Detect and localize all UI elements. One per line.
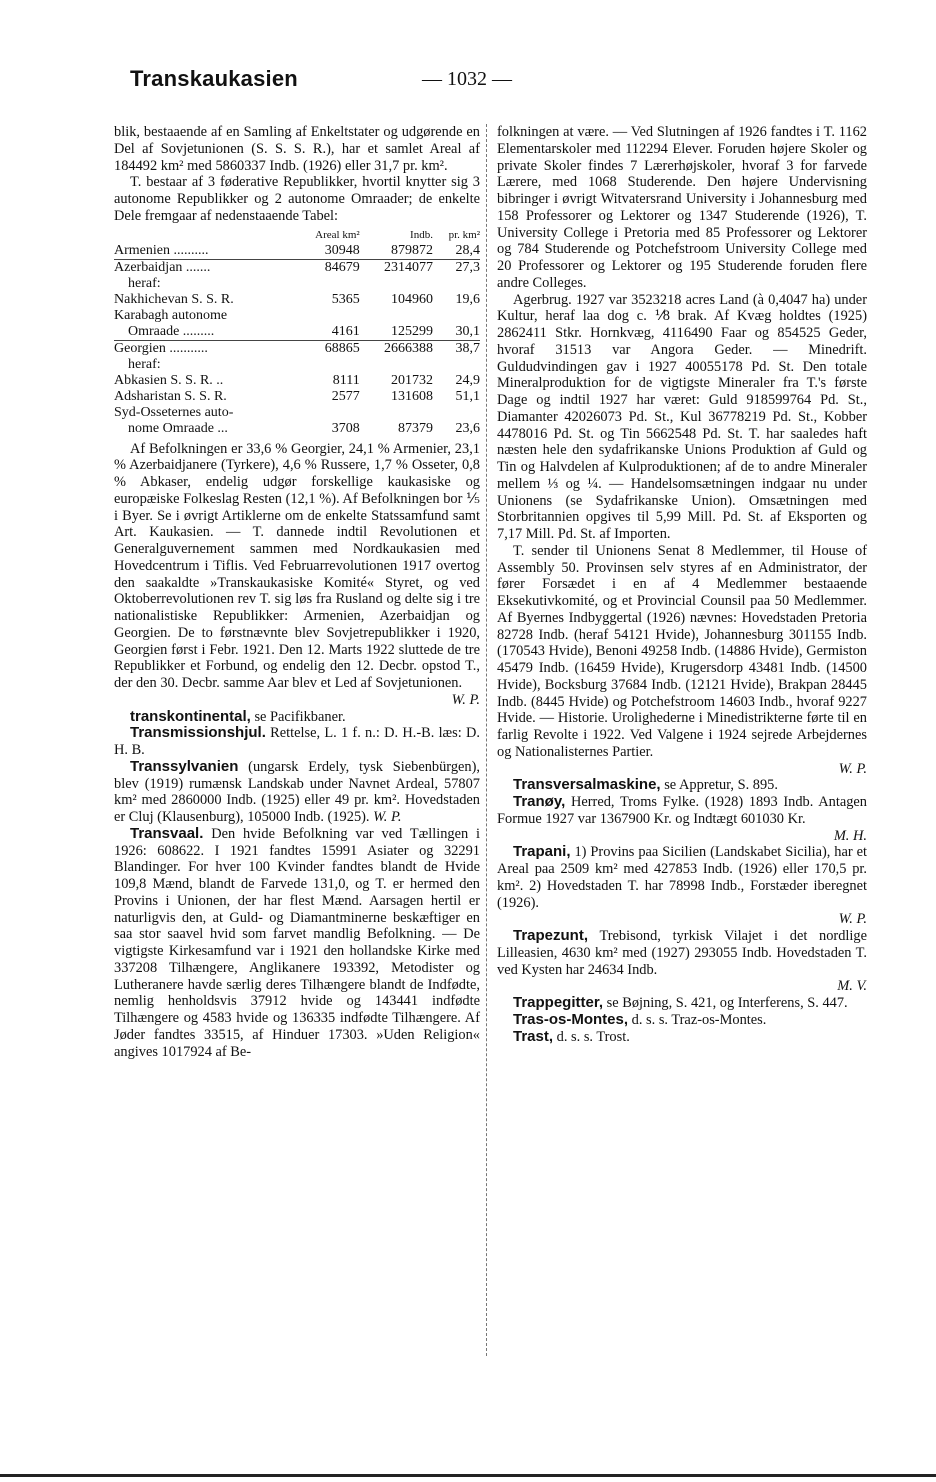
table-row bbox=[114, 308, 480, 324]
paragraph: Agerbrug. 1927 var 3523218 acres Land (à 0,4047 ha) under Kultur, heraf laa dog c. ⅟8 brak. Af Kvæg holdtes (1925) 2862411 Stkr. Hornkvæg, 4116490 Faar og 854525 Geder, hvoraf 31513 var Angora Geder. — Minedrift. Guldudvindingen gav i 1927 40055178 Pd. St. Den totale Mineralproduktion for de vigtigste Mineraler fra T.'s første Dage og indtil 1927 har været: Guld 918599764 Pd. St., Diamanter 42026073 Pd. St., Kul 36778219 Pd. St., Kobber 4478016 Pd. St. og Tin 5662548 Pd. St. T. har saaledes haft næsten hele den sydafrikanske Unions Produktion af Guld og Tin og Halvdelen af Kulproduktionen; af de to andre Mineraler mellem ⅓ og ¼. — Handelsomsætningen indgaar nu under Unionens (se Sydafrikanske Union). Omsætningen med Storbritannien opgives til 5,99 Mill. Pd. St. af Eksporten og 7,17 Mill. Pd. St. af Importen. bbox=[497, 291, 867, 542]
population-cell: 131608 bbox=[390, 388, 433, 404]
area-cell: 30948 bbox=[324, 242, 360, 258]
entry-text: se Appretur, S. 895. bbox=[660, 777, 778, 794]
table-body bbox=[114, 243, 480, 437]
table-header: pr. km² bbox=[448, 228, 480, 241]
table-header-row bbox=[114, 227, 480, 243]
row-name-cell: Azerbaidjan ....... bbox=[114, 259, 293, 276]
entry bbox=[497, 928, 867, 978]
density-cell bbox=[433, 405, 480, 421]
right-column bbox=[497, 124, 867, 1045]
entry-headword: Transvaal. bbox=[130, 824, 204, 842]
density-cell: 23,6 bbox=[455, 420, 480, 436]
population-cell: 2314077 bbox=[360, 259, 433, 276]
page-number: — 1032 — bbox=[422, 68, 512, 90]
table-row bbox=[114, 276, 480, 292]
entry-headword: Trappegitter, bbox=[513, 994, 604, 1011]
row-name-cell: Georgien ........... bbox=[114, 340, 293, 357]
entry bbox=[114, 759, 480, 826]
population-cell: 879872 bbox=[390, 242, 433, 258]
area-cell bbox=[293, 276, 360, 292]
table-row bbox=[114, 405, 480, 421]
left-column bbox=[114, 124, 480, 1060]
density-cell bbox=[433, 308, 480, 324]
area-cell bbox=[293, 308, 360, 324]
paragraph: T. sender til Unionens Senat 8 Medlemmer, til House of Assembly 50. Provinsen selv styres af en Administrator, der fører Forsædet i en af 4 Medlemmer bestaaende Eksekutivkomité, og et Provincial Counsil paa 50 Medlemmer. Af Byernes Indbyggertal (1926) nævnes: Hovedstaden Pretoria 82728 Indb. (heraf 54121 Hvide), Johannesburg 301155 Indb. (170543 Hvide), Benoni 49258 Indb. (14886 Hvide), Germiston 45479 Indb. (16459 Hvide), Krugersdorp 43481 Indb. (14500 Hvide), Bocksburg 37684 Indb. (12121 Hvide), Brakpan 28445 Indb. (8445 Hvide) og Potchefstroom 14603 Indb., hvoraf 9227 Hvide. — Historie. Urolighederne i Minedistrikterne førte til en farlig Revolte i 1922. Ved Valgene i 1924 sejrede Arbejdernes og Nationalisternes Partier. bbox=[497, 542, 867, 760]
entry bbox=[114, 709, 480, 726]
area-cell: 2577 bbox=[331, 388, 360, 404]
table-header: Areal km² bbox=[315, 228, 360, 241]
row-name-cell: Armenien .......... bbox=[114, 242, 209, 258]
density-cell: 51,1 bbox=[455, 388, 480, 404]
column-divider bbox=[486, 124, 487, 1356]
signature bbox=[114, 692, 480, 709]
density-cell: 27,3 bbox=[433, 259, 480, 276]
signature-text: M. V. bbox=[837, 978, 867, 995]
entry-headword: Trapani, bbox=[513, 843, 571, 861]
entry bbox=[497, 844, 867, 911]
area-cell: 8111 bbox=[332, 372, 360, 388]
density-cell: 28,4 bbox=[455, 242, 480, 258]
density-cell: 30,1 bbox=[455, 323, 480, 339]
entry-text: se Pacifikbaner. bbox=[250, 708, 346, 725]
row-name-cell: Syd-Osseternes auto- bbox=[114, 404, 234, 420]
row-name-cell: heraf: bbox=[128, 356, 161, 372]
table-row bbox=[114, 292, 480, 308]
entry-headword: Transsylvanien bbox=[130, 757, 239, 775]
entry bbox=[497, 794, 867, 828]
table-header: Indb. bbox=[410, 228, 433, 241]
signature-text: W. P. bbox=[838, 760, 867, 777]
bottom-edge-line bbox=[0, 1474, 936, 1477]
population-cell bbox=[360, 405, 433, 421]
row-name-cell: Nakhichevan S. S. R. bbox=[114, 291, 234, 307]
population-cell bbox=[360, 276, 433, 292]
row-name-cell: Karabagh autonome bbox=[114, 307, 228, 323]
signature-text: W. P. bbox=[838, 911, 867, 928]
area-cell: 3708 bbox=[331, 420, 360, 436]
population-cell: 87379 bbox=[397, 420, 433, 436]
table-row bbox=[114, 389, 480, 405]
entry-text: se Bøjning, S. 421, og Interferens, S. 447. bbox=[603, 995, 848, 1011]
entry bbox=[114, 826, 480, 1061]
entry-headword: Transmissionshjul. bbox=[130, 724, 266, 742]
population-cell bbox=[360, 357, 433, 373]
signature bbox=[497, 978, 867, 995]
paragraph: blik, bestaaende af en Samling af Enkeltstater og udgørende en Del af Sovjetunionen (S. S. S. R.), har et samlet Areal af 184492 km² med 5860337 Indb. (1926) eller 31,7 pr. km². bbox=[114, 124, 480, 174]
population-cell: 201732 bbox=[390, 372, 433, 388]
area-cell bbox=[293, 405, 360, 421]
row-name-cell: heraf: bbox=[128, 275, 161, 291]
entry-headword: Trapezunt, bbox=[513, 927, 589, 944]
population-cell: 104960 bbox=[390, 291, 433, 307]
signature-text: W. P. bbox=[451, 691, 480, 708]
entry-headword: Trast, bbox=[513, 1027, 554, 1045]
entry-headword: transkontinental, bbox=[130, 707, 251, 725]
table-row bbox=[114, 243, 480, 260]
row-name-cell: Omraade ......... bbox=[128, 323, 215, 339]
signature bbox=[497, 828, 867, 845]
table-header bbox=[114, 227, 293, 243]
entry-headword: Transversalmaskine, bbox=[513, 776, 661, 794]
table-row bbox=[114, 340, 480, 357]
signature-text: W. P. bbox=[373, 809, 402, 825]
entry-text: Rettelse, L. 1 f. n.: D. H.-B. læs: D. H. B. bbox=[114, 725, 480, 758]
table-row bbox=[114, 373, 480, 389]
area-cell bbox=[293, 357, 360, 373]
area-cell: 84679 bbox=[293, 259, 360, 276]
density-cell bbox=[433, 276, 480, 292]
entry-text: Den hvide Befolkning var ved Tællingen i 1926: 608622. I 1921 fandtes 15991 Asiater og 32291 Blandinger. For hver 100 Kvinder fandtes blandt de Hvide 109,8 Mænd, blandt de Farvede 131,0, og T. er hermed den Provins i Unionen, der har flest Mænd. Aarsagen hertil er naturligvis den, at Guld- og Diamantminerne beskæftiger en saa stor saavel hvid som farvet mandlig Befolkning. — De vigtigste Kirkesamfund var i 1921 den hollandske Kirke med 337208 Tilhængere, Anglikanere 193392, Metodister og Lutheranere havde særlig deres Tilhængere blandt de Indfødte, nemlig henholdsvis 37912 hvide og 143441 indfødte Tilhængere og 4583 hvide og 136335 indfødte Tilhængere. Af Jøder fandtes 33515, af Hinduer 17303. »Uden Religion« angives 1017924 af Be- bbox=[114, 825, 480, 1060]
table-row bbox=[114, 357, 480, 373]
row-name-cell: Abkasien S. S. R. .. bbox=[114, 372, 224, 388]
entry-text: (ungarsk Erdely, tysk Siebenbürgen), blev (1919) rumænsk Landskab under Navnet Ardeal, 57807 km² med 2860000 Indb. (1925) eller 49 pr. km². Hovedstaden er Cluj (Klausenburg), 105000 Indb. (1925). bbox=[114, 758, 480, 825]
entry bbox=[497, 777, 867, 794]
paragraph: T. bestaar af 3 føderative Republikker, hvortil knytter sig 3 autonome Republikker og 2 autonome Omraader; de enkelte Dele fremgaar af nedenstaaende Tabel: bbox=[114, 174, 480, 224]
entry-text: Trebisond, tyrkisk Vilajet i det nordlige Lilleasien, 4630 km² med (1927) 293055 Indb. Hovedstaden T. ved Kysten har 24634 Indb. bbox=[497, 928, 867, 978]
area-cell: 4161 bbox=[331, 323, 360, 339]
population-cell bbox=[360, 308, 433, 324]
population-table bbox=[114, 227, 480, 437]
density-cell bbox=[433, 357, 480, 373]
entry bbox=[497, 1012, 867, 1029]
paragraph: Af Befolkningen er 33,6 % Georgier, 24,1 % Armenier, 23,1 % Azerbaidjanere (Tyrkere), 4,6 % Russere, 1,7 % Osseter, 0,8 % Abkaser, endelig udgør forskellige kaukasiske og europæiske Folkeslag Resten (12,1 %). Af Befolkningen bor ⅕ i Byer. Se i øvrigt Artiklerne om de enkelte Statssamfund samt Art. Kaukasien. — T. dannede indtil Revolutionen et Generalguvernement sammen med Nordkaukasien med Hovedcentrum i Tiflis. Ved Februarrevolutionen 1917 overtog den saakaldte »Transkaukasiske Komité« Styret, og ved Oktoberrevolutionen rev T. sig løs fra Rusland og delte sig i tre nationalistiske Republikker: Armenien, Azerbaidjan og Georgien. De to førstnævnte blev Sovjetrepublikker i 1920, Georgien først i Febr. 1921. Den 12. Marts 1922 sluttede de tre Republikker et Forbund, og endelig den 12. Decbr. opstod T., der den 30. Decbr. samme Aar blev et Led af Sovjetunionen. bbox=[114, 440, 480, 691]
entry-text: d. s. s. Trost. bbox=[553, 1028, 630, 1045]
entry bbox=[497, 995, 867, 1012]
signature bbox=[497, 911, 867, 928]
signature bbox=[497, 761, 867, 778]
entry bbox=[497, 1029, 867, 1046]
entry-text: d. s. s. Traz-os-Montes. bbox=[628, 1011, 767, 1028]
entry-headword: Tranøy, bbox=[513, 793, 566, 810]
entry-headword: Tras-os-Montes, bbox=[513, 1010, 629, 1028]
entry bbox=[114, 725, 480, 759]
table-row bbox=[114, 324, 480, 341]
population-cell: 125299 bbox=[390, 323, 433, 339]
density-cell: 24,9 bbox=[455, 372, 480, 388]
page-header bbox=[130, 66, 874, 106]
table-row bbox=[114, 259, 480, 276]
table-row bbox=[114, 421, 480, 437]
area-cell: 68865 bbox=[293, 340, 360, 357]
population-cell: 2666388 bbox=[360, 340, 433, 357]
entry-text: 1) Provins paa Sicilien (Landskabet Sicilia), har et Areal paa 2509 km² med 427853 Indb. (1926) eller 170,5 pr. km². 2) Hovedstaden T. har 78998 Indb., Forstæder iberegnet (1926). bbox=[497, 844, 867, 911]
running-head: Transkaukasien bbox=[130, 66, 298, 91]
density-cell: 38,7 bbox=[433, 340, 480, 357]
density-cell: 19,6 bbox=[455, 291, 480, 307]
row-name-cell: nome Omraade ... bbox=[128, 420, 228, 436]
row-name-cell: Adsharistan S. S. R. bbox=[114, 388, 227, 404]
signature-text: M. H. bbox=[833, 827, 867, 844]
entry-text: Herred, Troms Fylke. (1928) 1893 Indb. Antagen Formue 1927 var 1367900 Kr. og Indtægt 601030 Kr. bbox=[497, 794, 867, 827]
paragraph: folkningen at være. — Ved Slutningen af 1926 fandtes i T. 1162 Elementarskoler med 112294 Elever. Foruden højere Skoler og private Skoler findes 7 Lærerhøjskoler, hvoraf 3 for farvede Lærere, med 1068 Studerende. Den højere Undervisning bibringer i øvrigt Witvatersrand University i Johannesburg med 158 Professorer og Lektorer og 1347 Studerende (1926), T. University College i Pretoria med 85 Professorer og Lektorer og 784 Studerende og Potchefstroom University College med 20 Professorer og Lektorer og 195 Studerende foruden flere andre Colleges. bbox=[497, 124, 867, 291]
area-cell: 5365 bbox=[331, 291, 360, 307]
